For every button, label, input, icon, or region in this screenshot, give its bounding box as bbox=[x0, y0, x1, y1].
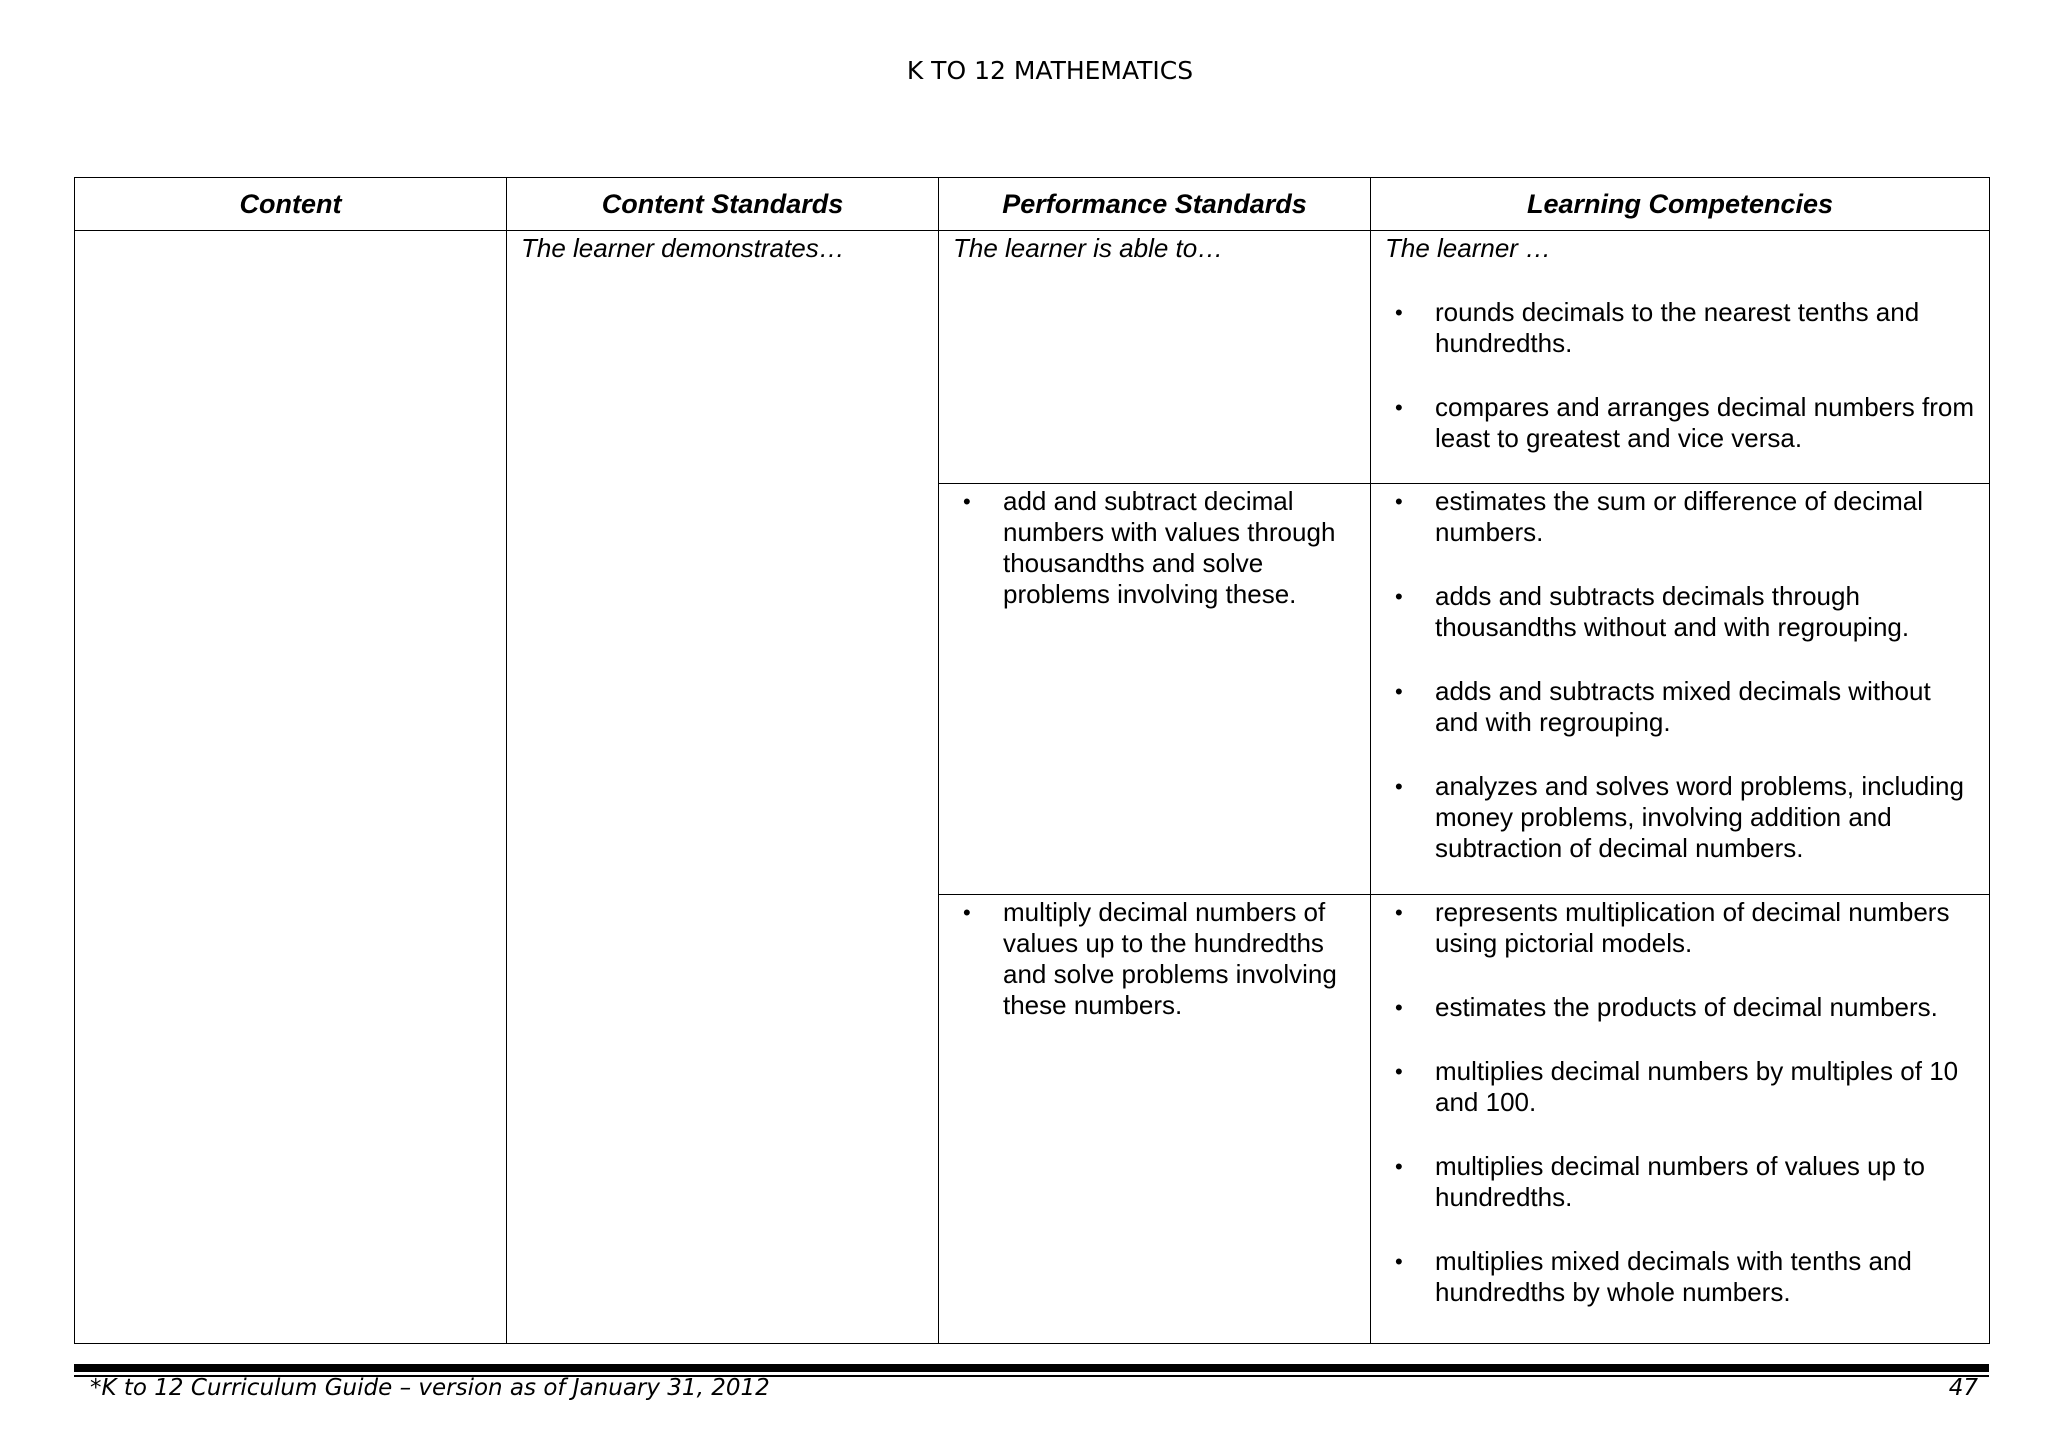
bullet-icon: • bbox=[1395, 489, 1403, 514]
list-item: • multiplies mixed decimals with tenths and hundredths by whole numbers. bbox=[1395, 1246, 1912, 1307]
list-item: • adds and subtracts mixed decimals without and with regrouping. bbox=[1395, 676, 1931, 737]
bullet-icon: • bbox=[1395, 395, 1403, 420]
list-item: • compares and arranges decimal numbers from least to greatest and vice versa. bbox=[1395, 392, 1975, 453]
curriculum-table bbox=[74, 177, 1990, 1344]
list-item: • estimates the products of decimal numbers. bbox=[1395, 992, 1938, 1022]
competencies-cell bbox=[1371, 231, 1990, 484]
table-header-row bbox=[75, 178, 1990, 231]
bullet-icon: • bbox=[963, 489, 971, 514]
performance-cell bbox=[939, 484, 1371, 895]
performance-cell bbox=[939, 231, 1371, 484]
competencies-cell bbox=[1371, 484, 1990, 895]
bullet-icon: • bbox=[1395, 1249, 1403, 1274]
competencies-cell bbox=[1371, 895, 1990, 1344]
content-cell bbox=[75, 231, 507, 1344]
page-header: K TO 12 MATHEMATICS bbox=[906, 56, 1194, 85]
competency-list bbox=[1385, 486, 1975, 864]
competencies-intro: The learner … bbox=[1385, 233, 1552, 263]
bullet-icon: • bbox=[1395, 774, 1403, 799]
list-item: • multiply decimal numbers of values up to the hundredths and solve problems involving these numbers. bbox=[963, 897, 1337, 1020]
page-number: 47 bbox=[1948, 1375, 1978, 1401]
bullet-icon: • bbox=[1395, 300, 1403, 325]
performance-list bbox=[953, 897, 1356, 1021]
list-item: • rounds decimals to the nearest tenths and hundredths. bbox=[1395, 297, 1920, 358]
bullet-icon: • bbox=[1395, 679, 1403, 704]
list-item: • represents multiplication of decimal numbers using pictorial models. bbox=[1395, 897, 1950, 958]
content-standards-cell bbox=[507, 231, 939, 1344]
table-row bbox=[75, 231, 1990, 484]
content-standards-intro: The learner demonstrates… bbox=[521, 233, 845, 263]
header-learning-competencies: Learning Competencies bbox=[1371, 178, 1990, 231]
performance-list bbox=[953, 486, 1356, 610]
bullet-icon: • bbox=[963, 900, 971, 925]
competency-list bbox=[1385, 297, 1975, 454]
list-item: • estimates the sum or difference of decimal numbers. bbox=[1395, 486, 1923, 547]
bullet-icon: • bbox=[1395, 1154, 1403, 1179]
footer-divider-thick bbox=[74, 1364, 1989, 1372]
bullet-icon: • bbox=[1395, 995, 1403, 1020]
performance-intro: The learner is able to… bbox=[953, 233, 1224, 263]
competency-list bbox=[1385, 897, 1975, 1308]
list-item: • multiplies decimal numbers by multiples of 10 and 100. bbox=[1395, 1056, 1959, 1117]
header-content: Content bbox=[75, 178, 507, 231]
list-item: • multiplies decimal numbers of values up to hundredths. bbox=[1395, 1151, 1925, 1212]
footer-version-note: *K to 12 Curriculum Guide – version as of January 31, 2012 bbox=[90, 1375, 770, 1401]
performance-cell bbox=[939, 895, 1371, 1344]
bullet-icon: • bbox=[1395, 1059, 1403, 1084]
bullet-icon: • bbox=[1395, 584, 1403, 609]
list-item: • adds and subtracts decimals through thousandths without and with regrouping. bbox=[1395, 581, 1910, 642]
list-item: • analyzes and solves word problems, including money problems, involving addition and subtraction of decimal numbers. bbox=[1395, 771, 1964, 863]
header-content-standards: Content Standards bbox=[507, 178, 939, 231]
header-performance-standards: Performance Standards bbox=[939, 178, 1371, 231]
bullet-icon: • bbox=[1395, 900, 1403, 925]
list-item: • add and subtract decimal numbers with values through thousandths and solve problems involving these. bbox=[963, 486, 1336, 609]
